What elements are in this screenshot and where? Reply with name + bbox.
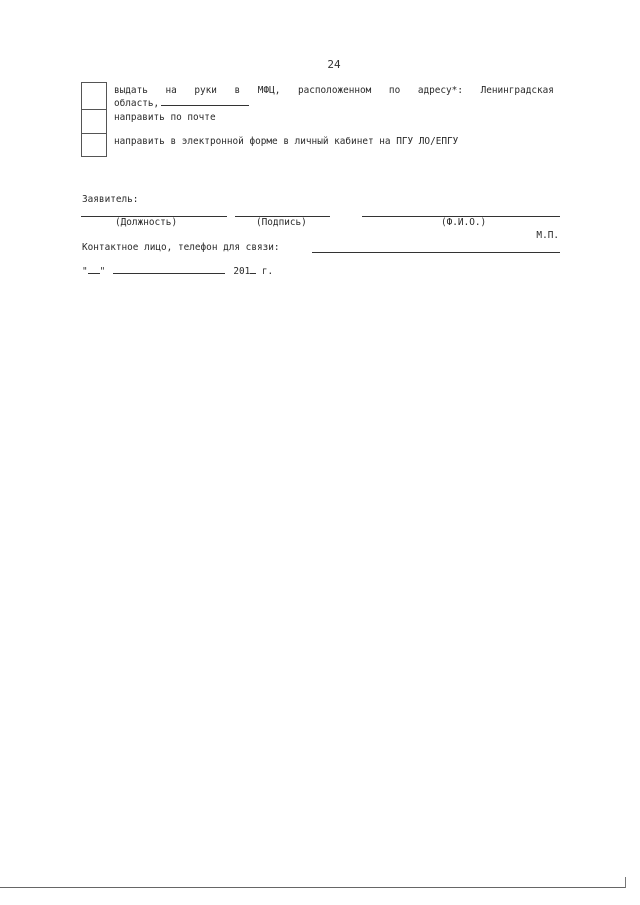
word: выдать	[114, 85, 148, 96]
word: руки	[194, 85, 217, 96]
word: на	[165, 85, 177, 96]
date-year-suffix: г.	[261, 266, 274, 277]
option-mfc-line-1	[114, 85, 554, 97]
word: адресу*:	[417, 85, 463, 96]
checkbox-mfc[interactable]	[81, 82, 107, 109]
fio-caption: (Ф.И.О.)	[441, 217, 487, 228]
contact-label: Контактное лицо, телефон для связи:	[82, 242, 280, 253]
word: расположенном	[297, 85, 372, 96]
option-row-mail	[81, 109, 561, 133]
word: по	[388, 85, 401, 96]
option-text-electronic: направить в электронной форме в личный кабинет на ПГУ ЛО/ЕПГУ	[114, 136, 459, 147]
contact-line[interactable]	[312, 252, 560, 253]
date-month-blank[interactable]	[113, 265, 225, 274]
option-mfc-line-2	[114, 97, 554, 110]
word: Ленинградская	[480, 85, 554, 96]
page-number: 24	[327, 58, 341, 71]
option-row-mfc	[81, 82, 561, 109]
option-text-mfc	[107, 82, 554, 109]
delivery-options-table	[81, 82, 561, 157]
page-corner-edge	[625, 877, 626, 888]
date-day-blank[interactable]	[88, 265, 100, 274]
signature-caption: (Подпись)	[256, 217, 307, 228]
word: в	[234, 85, 241, 96]
checkbox-electronic[interactable]	[81, 133, 107, 157]
position-caption: (Должность)	[115, 217, 178, 228]
date-close-quote: "	[99, 266, 106, 277]
date-year-blank[interactable]	[250, 265, 256, 274]
date-row	[82, 265, 273, 277]
checkbox-mail[interactable]	[81, 109, 107, 133]
address-blank-field[interactable]	[161, 97, 249, 106]
region-word: область,	[114, 97, 160, 109]
page-bottom-edge	[0, 887, 625, 888]
option-text-mail: направить по почте	[114, 112, 216, 123]
option-row-electronic	[81, 133, 561, 157]
word: МФЦ,	[257, 85, 281, 96]
date-year-prefix: 201	[233, 266, 251, 277]
applicant-label: Заявитель:	[82, 194, 139, 205]
date-open-quote: "	[82, 266, 88, 277]
stamp-place: М.П.	[536, 230, 559, 241]
